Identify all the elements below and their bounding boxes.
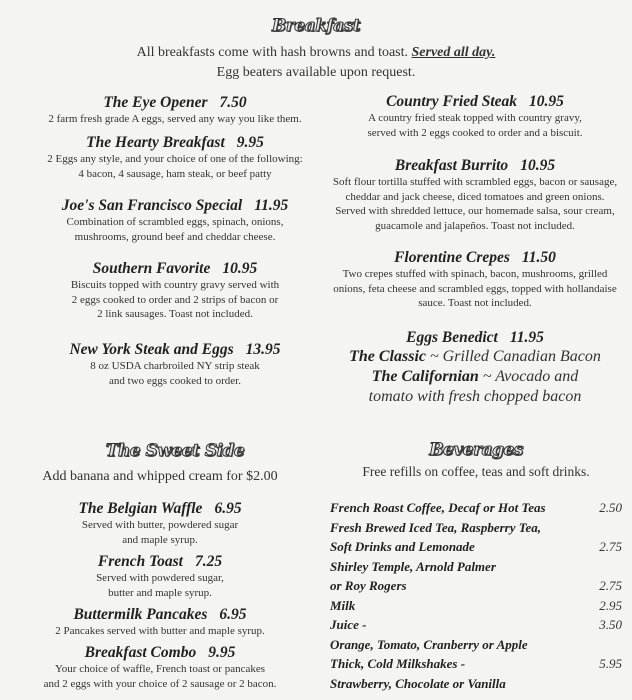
item-desc: Your choice of waffle, French toast or pancakes	[54, 663, 266, 675]
item-price: 10.95	[222, 260, 258, 277]
menu-item	[0, 134, 350, 181]
item-desc: Biscuits topped with country gravy served with	[70, 279, 280, 291]
beverage-name: Orange, Tomato, Cranberry or Apple	[330, 636, 528, 652]
californian-label: The Californian	[371, 368, 479, 385]
item-desc: 2 eggs cooked to order and 2 strips of bacon or	[71, 293, 279, 306]
beverage-name: or Roy Rogers	[330, 578, 407, 593]
beverages-section-title: Beverages	[429, 440, 523, 460]
beverage-price: 5.95	[599, 656, 622, 671]
item-price: 11.95	[254, 197, 289, 214]
menu-item	[0, 606, 320, 639]
served-all-day-note: Served all day.	[411, 45, 496, 60]
item-name: Florentine Crepes	[394, 249, 510, 266]
beverage-name: Thick, Cold Milkshakes -	[330, 656, 466, 671]
item-name: Southern Favorite	[92, 260, 211, 277]
beverage-row	[330, 596, 622, 616]
item-name: New York Steak and Eggs	[69, 341, 234, 358]
item-name: Breakfast Combo	[84, 644, 197, 661]
item-desc: Two crepes stuffed with spinach, bacon, mushrooms, grilled	[342, 268, 608, 280]
item-desc: Combination of scrambled eggs, spinach, onions,	[66, 216, 284, 228]
item-desc: and two eggs cooked to order.	[109, 374, 241, 387]
menu-item	[310, 93, 632, 140]
item-desc: 2 link sausages. Toast not included.	[97, 308, 253, 320]
item-desc: 2 Pancakes served with butter and maple syrup.	[55, 625, 265, 637]
beverage-row	[330, 615, 622, 654]
item-price: 11.50	[521, 249, 556, 266]
menu-item	[0, 94, 350, 127]
item-desc: Served with shredded lettuce, our homemade salsa, sour cream,	[335, 205, 615, 217]
item-price: 10.95	[529, 93, 564, 110]
item-price: 6.95	[219, 606, 247, 623]
item-name: Joe's San Francisco Special	[61, 197, 243, 214]
item-desc: onions, feta cheese and scrambled eggs, topped with hollandaise	[333, 282, 617, 295]
breakfast-intro-line2: Egg beaters available upon request.	[216, 65, 416, 80]
breakfast-intro	[0, 43, 632, 83]
beverage-name: Fresh Brewed Iced Tea, Raspberry Tea,	[330, 519, 542, 535]
item-price: 11.95	[509, 329, 544, 346]
item-desc: cheddar and jack cheese, diced tomatoes and green onions.	[345, 190, 605, 203]
beverage-name: Shirley Temple, Arnold Palmer	[330, 558, 496, 574]
beverage-price: 2.95	[599, 597, 622, 613]
beverage-price: 2.75	[599, 578, 622, 593]
item-name: Buttermilk Pancakes	[73, 606, 208, 623]
item-desc: butter and maple syrup.	[108, 586, 212, 599]
beverage-price: 2.75	[599, 539, 622, 554]
item-desc: and 2 eggs with your choice of 2 sausage or 2 bacon.	[43, 677, 277, 690]
item-price: 9.95	[236, 134, 264, 151]
item-desc: Served with butter, powdered sugar	[81, 519, 239, 531]
menu-item	[310, 157, 632, 233]
sweet-side-intro: Add banana and whipped cream for $2.00	[42, 469, 278, 484]
beverage-name: Strawberry, Chocolate or Vanilla	[330, 675, 506, 691]
beverage-list	[330, 498, 622, 693]
item-name: Breakfast Burrito	[394, 157, 509, 174]
item-name: French Toast	[97, 553, 183, 570]
item-desc: guacamole and jalapeños. Toast not included.	[375, 219, 575, 232]
item-desc: served with 2 eggs cooked to order and a biscuit.	[367, 126, 583, 139]
item-price: 10.95	[520, 157, 556, 174]
classic-label: The Classic	[349, 348, 426, 365]
menu-item	[0, 197, 350, 244]
item-name: The Hearty Breakfast	[86, 134, 225, 151]
item-name: The Eye Opener	[103, 94, 208, 111]
item-desc: Served with powdered sugar,	[96, 572, 224, 584]
beverage-row	[330, 557, 622, 596]
menu-item	[0, 341, 350, 388]
item-desc: A country fried steak topped with country gravy,	[368, 112, 582, 124]
item-price: 7.50	[219, 94, 247, 111]
item-price: 6.95	[214, 500, 242, 517]
item-desc: and maple syrup.	[122, 533, 198, 546]
menu-item	[0, 644, 320, 691]
eggs-benedict	[310, 329, 632, 407]
item-desc: sauce. Toast not included.	[418, 297, 532, 309]
beverage-price: 2.50	[599, 500, 622, 515]
menu-item	[310, 249, 632, 311]
item-name: The Belgian Waffle	[78, 500, 203, 517]
item-desc: 8 oz USDA charbroiled NY strip steak	[90, 360, 260, 372]
beverage-name: French Roast Coffee, Decaf or Hot Teas	[330, 500, 546, 515]
item-name: Country Fried Steak	[386, 93, 518, 110]
beverage-name: Juice -	[330, 617, 367, 632]
beverage-row	[330, 498, 622, 518]
item-desc: 2 farm fresh grade A eggs, served any way you like them.	[48, 113, 302, 125]
beverage-row	[330, 654, 622, 693]
californian-desc: ~ Avocado and	[482, 368, 579, 385]
beverage-price: 3.50	[599, 617, 622, 632]
breakfast-section-title: Breakfast	[271, 16, 361, 36]
menu-item	[0, 500, 320, 547]
sweet-side-section-title: The Sweet Side	[105, 441, 245, 461]
menu-item	[0, 553, 320, 600]
breakfast-intro-line1: All breakfasts come with hash browns and toast.	[136, 45, 409, 60]
item-price: 9.95	[208, 644, 236, 661]
classic-desc: ~ Grilled Canadian Bacon	[430, 348, 601, 365]
item-name: Eggs Benedict	[406, 329, 498, 346]
item-price: 13.95	[245, 341, 281, 358]
beverages-intro: Free refills on coffee, teas and soft drinks.	[362, 464, 590, 479]
beverage-row	[330, 518, 622, 557]
item-desc: 4 bacon, 4 sausage, ham steak, or beef patty	[78, 167, 272, 180]
item-desc: Soft flour tortilla stuffed with scrambled eggs, bacon or sausage,	[332, 176, 618, 188]
beverage-name: Soft Drinks and Lemonade	[330, 539, 475, 554]
menu-item	[0, 260, 350, 322]
item-desc: mushrooms, ground beef and cheddar cheese.	[74, 230, 276, 243]
beverage-name: Milk	[330, 597, 356, 613]
californian-desc-2: tomato with fresh chopped bacon	[368, 388, 582, 405]
item-price: 7.25	[195, 553, 223, 570]
item-desc: 2 Eggs any style, and your choice of one of the following:	[47, 153, 303, 165]
